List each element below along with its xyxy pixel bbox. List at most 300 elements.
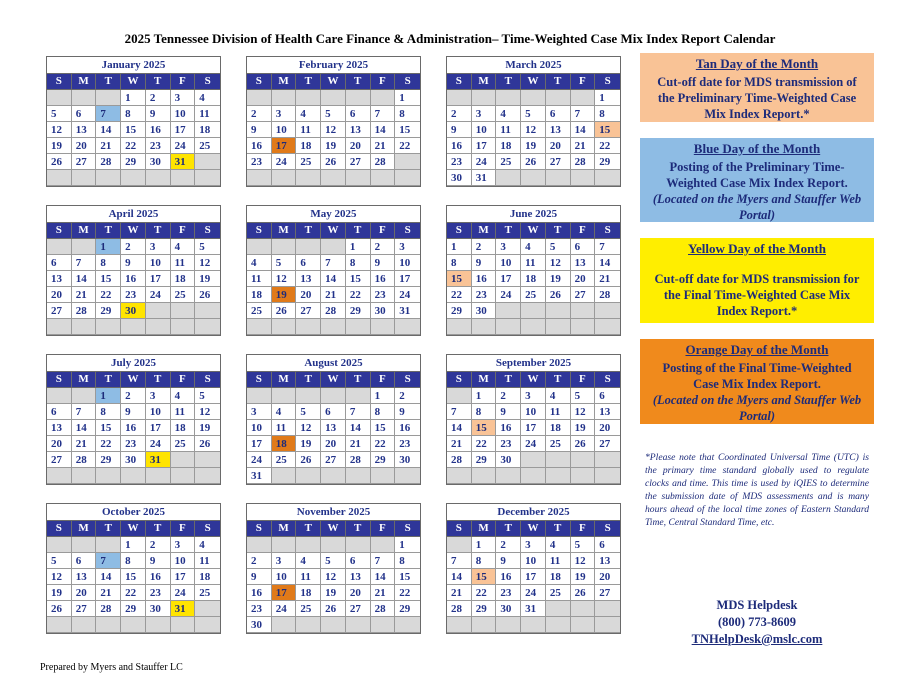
day-cell: 30 [447,170,472,186]
day-cell: 27 [72,154,97,170]
day-cell: 28 [321,303,346,319]
day-cell: 9 [121,404,146,420]
empty-day-cell [321,90,346,106]
day-cell: 25 [272,452,297,468]
day-cell: 24 [521,436,546,452]
weekday-header: T [296,521,321,537]
empty-day-cell [595,452,620,468]
day-cell: 18 [496,138,521,154]
day-cell: 31 [472,170,497,186]
day-cell: 22 [472,585,497,601]
weekday-header: W [521,74,546,90]
empty-day-cell [171,617,196,633]
day-cell: 26 [195,287,220,303]
weekday-header: S [247,521,272,537]
day-cell: 2 [395,388,420,404]
day-cell: 27 [595,436,620,452]
weekday-header: T [546,223,571,239]
day-cell: 26 [296,452,321,468]
empty-day-cell [195,617,220,633]
day-cell: 26 [521,154,546,170]
weekday-header: W [321,74,346,90]
empty-day-cell [171,468,196,484]
day-cell: 22 [346,287,371,303]
day-cell: 20 [595,569,620,585]
day-cell: 28 [571,154,596,170]
empty-day-cell [371,537,396,553]
day-cell: 9 [472,255,497,271]
day-cell: 11 [296,569,321,585]
day-cell: 23 [447,154,472,170]
day-cell: 16 [247,585,272,601]
day-cell: 16 [121,271,146,287]
day-cell: 10 [521,404,546,420]
weekday-header: T [496,372,521,388]
empty-day-cell [72,319,97,335]
day-cell: 4 [546,537,571,553]
day-cell: 29 [395,601,420,617]
legend-blue-note: (Located on the Myers and Stauffer Web Portal) [652,192,862,222]
day-cell: 14 [595,255,620,271]
day-cell: 10 [496,255,521,271]
empty-day-cell [171,319,196,335]
day-cell: 9 [395,404,420,420]
day-cell: 3 [272,553,297,569]
empty-day-cell [447,537,472,553]
day-cell: 6 [47,404,72,420]
day-cell: 16 [146,569,171,585]
weekday-header: S [195,372,220,388]
day-cell: 12 [571,404,596,420]
day-cell: 11 [195,553,220,569]
weekday-header: F [371,521,396,537]
empty-day-cell [447,468,472,484]
day-cell: 3 [146,239,171,255]
day-cell: 20 [72,585,97,601]
empty-day-cell [47,319,72,335]
day-cell: 8 [447,255,472,271]
day-cell: 18 [195,122,220,138]
day-cell: 4 [296,553,321,569]
day-cell: 6 [346,106,371,122]
legend-yellow [640,238,874,323]
day-cell: 26 [571,585,596,601]
day-cell: 10 [146,404,171,420]
day-cell: 2 [146,90,171,106]
day-cell: 24 [171,138,196,154]
day-cell: 7 [72,255,97,271]
day-cell: 19 [321,585,346,601]
empty-day-cell [571,303,596,319]
empty-day-cell [296,617,321,633]
weekday-header: T [146,521,171,537]
day-cell: 24 [171,585,196,601]
day-cell: 26 [47,154,72,170]
day-cell: 19 [521,138,546,154]
weekday-header: S [47,74,72,90]
empty-day-cell [496,617,521,633]
empty-day-cell [96,468,121,484]
day-cell: 25 [195,585,220,601]
weekday-header: S [195,521,220,537]
calendar-grid [47,223,220,335]
day-cell: 24 [247,452,272,468]
empty-day-cell [371,170,396,186]
day-cell: 26 [272,303,297,319]
day-cell: 19 [571,420,596,436]
weekday-header: T [296,74,321,90]
day-cell: 13 [346,569,371,585]
weekday-header: T [96,372,121,388]
day-cell: 7 [371,553,396,569]
empty-day-cell [47,170,72,186]
day-cell: 14 [447,420,472,436]
empty-day-cell [371,468,396,484]
day-cell: 10 [171,106,196,122]
day-cell: 5 [571,537,596,553]
empty-day-cell [72,468,97,484]
empty-day-cell [146,303,171,319]
day-cell: 28 [346,452,371,468]
day-cell: 14 [321,271,346,287]
day-cell: 1 [121,90,146,106]
day-cell: 15 [121,122,146,138]
day-cell: 22 [121,585,146,601]
day-cell: 28 [371,601,396,617]
empty-day-cell [496,303,521,319]
day-cell: 8 [96,255,121,271]
day-cell: 18 [546,420,571,436]
day-cell: 24 [272,154,297,170]
day-cell: 18 [171,420,196,436]
day-cell: 17 [146,271,171,287]
empty-day-cell [571,319,596,335]
weekday-header: S [395,372,420,388]
day-cell: 7 [371,106,396,122]
empty-day-cell [521,319,546,335]
weekday-header: F [571,372,596,388]
day-cell: 26 [546,287,571,303]
day-cell: 29 [371,452,396,468]
day-cell: 3 [171,537,196,553]
day-cell: 22 [595,138,620,154]
empty-day-cell [247,170,272,186]
empty-day-cell [47,90,72,106]
weekday-header: W [521,223,546,239]
day-cell: 22 [447,287,472,303]
day-cell: 26 [321,154,346,170]
day-cell: 26 [321,601,346,617]
day-cell: 12 [195,255,220,271]
day-cell: 12 [272,271,297,287]
day-cell: 21 [447,585,472,601]
day-cell: 1 [395,90,420,106]
day-cell: 17 [496,271,521,287]
day-cell: 31 [146,452,171,468]
day-cell: 20 [72,138,97,154]
day-cell: 6 [571,239,596,255]
weekday-header: S [595,74,620,90]
day-cell: 27 [72,601,97,617]
day-cell: 9 [146,106,171,122]
day-cell: 6 [47,255,72,271]
empty-day-cell [72,388,97,404]
empty-day-cell [321,617,346,633]
day-cell: 15 [395,569,420,585]
helpdesk-email-link[interactable]: TNHelpDesk@mslc.com [691,632,823,646]
weekday-header: T [346,521,371,537]
empty-day-cell [72,617,97,633]
calendar-grid [447,372,620,484]
weekday-header: T [96,74,121,90]
day-cell: 20 [47,287,72,303]
day-cell: 30 [496,601,521,617]
empty-day-cell [472,617,497,633]
day-cell: 18 [171,271,196,287]
day-cell: 21 [72,287,97,303]
month-title: July 2025 [47,355,220,372]
day-cell: 29 [96,452,121,468]
day-cell: 2 [247,106,272,122]
day-cell: 21 [72,436,97,452]
empty-day-cell [96,170,121,186]
weekday-header: M [472,372,497,388]
day-cell: 20 [346,138,371,154]
day-cell: 4 [195,537,220,553]
empty-day-cell [346,388,371,404]
day-cell: 8 [472,404,497,420]
day-cell: 27 [346,154,371,170]
day-cell: 19 [546,271,571,287]
day-cell: 27 [571,287,596,303]
day-cell: 9 [146,553,171,569]
empty-day-cell [195,319,220,335]
day-cell: 6 [72,106,97,122]
day-cell: 27 [296,303,321,319]
empty-day-cell [371,90,396,106]
month-calendar [446,503,621,634]
empty-day-cell [346,170,371,186]
empty-day-cell [546,90,571,106]
day-cell: 17 [395,271,420,287]
day-cell: 8 [595,106,620,122]
day-cell: 29 [447,303,472,319]
day-cell: 17 [272,585,297,601]
day-cell: 1 [472,537,497,553]
calendar-grid [447,223,620,335]
day-cell: 7 [447,553,472,569]
calendar-grid [447,74,620,186]
empty-day-cell [395,319,420,335]
empty-day-cell [47,468,72,484]
day-cell: 15 [447,271,472,287]
legend-tan [640,53,874,122]
day-cell: 21 [346,436,371,452]
empty-day-cell [121,319,146,335]
day-cell: 2 [146,537,171,553]
day-cell: 11 [496,122,521,138]
empty-day-cell [447,388,472,404]
day-cell: 1 [346,239,371,255]
empty-day-cell [195,452,220,468]
day-cell: 10 [146,255,171,271]
day-cell: 20 [296,287,321,303]
day-cell: 31 [171,601,196,617]
day-cell: 30 [395,452,420,468]
day-cell: 8 [96,404,121,420]
empty-day-cell [121,468,146,484]
day-cell: 3 [395,239,420,255]
empty-day-cell [247,537,272,553]
day-cell: 14 [96,122,121,138]
day-cell: 19 [321,138,346,154]
empty-day-cell [146,170,171,186]
day-cell: 23 [496,436,521,452]
weekday-header: W [121,521,146,537]
legend-blue [640,138,874,222]
empty-day-cell [296,388,321,404]
day-cell: 25 [171,436,196,452]
day-cell: 4 [296,106,321,122]
day-cell: 26 [571,436,596,452]
empty-day-cell [272,239,297,255]
day-cell: 2 [121,388,146,404]
day-cell: 9 [247,122,272,138]
weekday-header: S [447,223,472,239]
day-cell: 21 [371,585,396,601]
day-cell: 7 [571,106,596,122]
day-cell: 9 [496,553,521,569]
day-cell: 30 [371,303,396,319]
day-cell: 11 [171,255,196,271]
empty-day-cell [171,303,196,319]
day-cell: 23 [395,436,420,452]
month-calendar [446,205,621,336]
helpdesk-phone: (800) 773-8609 [717,615,797,629]
day-cell: 7 [321,255,346,271]
day-cell: 2 [496,537,521,553]
day-cell: 11 [521,255,546,271]
day-cell: 11 [546,553,571,569]
weekday-header: S [195,223,220,239]
day-cell: 28 [447,452,472,468]
month-calendar [246,354,421,485]
day-cell: 27 [346,601,371,617]
day-cell: 12 [546,255,571,271]
day-cell: 25 [496,154,521,170]
empty-day-cell [321,239,346,255]
day-cell: 6 [72,553,97,569]
weekday-header: S [447,372,472,388]
day-cell: 5 [321,106,346,122]
empty-day-cell [272,319,297,335]
calendar-grid [247,223,420,335]
day-cell: 21 [447,436,472,452]
day-cell: 10 [171,553,196,569]
day-cell: 25 [247,303,272,319]
day-cell: 31 [521,601,546,617]
day-cell: 23 [371,287,396,303]
weekday-header: T [146,372,171,388]
month-title: January 2025 [47,57,220,74]
empty-day-cell [296,319,321,335]
day-cell: 12 [47,122,72,138]
empty-day-cell [472,319,497,335]
weekday-header: S [247,74,272,90]
day-cell: 1 [595,90,620,106]
month-title: December 2025 [447,504,620,521]
day-cell: 2 [496,388,521,404]
day-cell: 13 [546,122,571,138]
day-cell: 31 [247,468,272,484]
day-cell: 15 [472,420,497,436]
day-cell: 11 [296,122,321,138]
weekday-header: M [472,223,497,239]
day-cell: 3 [496,239,521,255]
weekday-header: T [346,74,371,90]
day-cell: 1 [472,388,497,404]
empty-day-cell [571,170,596,186]
empty-day-cell [195,170,220,186]
legend-orange-heading: Orange Day of the Month [685,342,829,357]
empty-day-cell [546,319,571,335]
day-cell: 29 [346,303,371,319]
empty-day-cell [521,303,546,319]
day-cell: 22 [96,287,121,303]
day-cell: 25 [296,601,321,617]
day-cell: 4 [247,255,272,271]
day-cell: 16 [395,420,420,436]
day-cell: 6 [296,255,321,271]
day-cell: 28 [96,154,121,170]
day-cell: 9 [121,255,146,271]
day-cell: 8 [346,255,371,271]
empty-day-cell [296,170,321,186]
weekday-header: W [121,372,146,388]
day-cell: 30 [247,617,272,633]
day-cell: 16 [496,420,521,436]
day-cell: 14 [371,569,396,585]
day-cell: 16 [247,138,272,154]
empty-day-cell [571,452,596,468]
weekday-header: S [195,74,220,90]
empty-day-cell [272,90,297,106]
empty-day-cell [496,170,521,186]
day-cell: 31 [395,303,420,319]
day-cell: 1 [395,537,420,553]
empty-day-cell [447,319,472,335]
legend-orange-body: Posting of the Final Time-Weighted Case Mix Index Report. [662,361,852,391]
day-cell: 14 [346,420,371,436]
day-cell: 10 [272,569,297,585]
day-cell: 5 [272,255,297,271]
day-cell: 18 [272,436,297,452]
day-cell: 17 [521,569,546,585]
day-cell: 1 [121,537,146,553]
day-cell: 12 [47,569,72,585]
day-cell: 22 [96,436,121,452]
weekday-header: F [371,74,396,90]
weekday-header: S [595,223,620,239]
day-cell: 1 [96,388,121,404]
weekday-header: M [72,372,97,388]
day-cell: 25 [521,287,546,303]
weekday-header: S [47,372,72,388]
weekday-header: F [171,372,196,388]
day-cell: 23 [146,585,171,601]
weekday-header: W [521,521,546,537]
day-cell: 15 [96,420,121,436]
